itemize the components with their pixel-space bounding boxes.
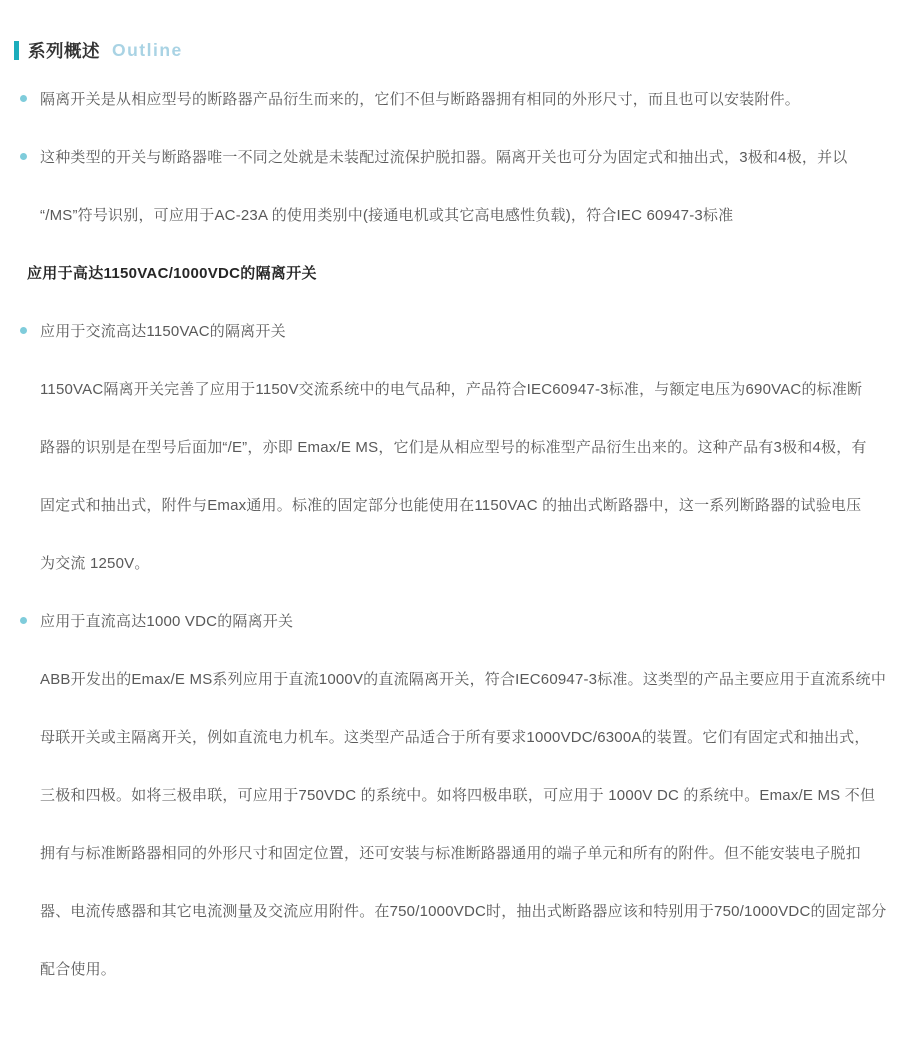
paragraph-text: 器、电流传感器和其它电流测量及交流应用附件。在750/1000VDC时，抽出式断路器应该和特别用于750/1000VDC的固定部分: [40, 902, 887, 920]
document-body: [0, 69, 900, 997]
paragraph-line: [0, 707, 900, 765]
paragraph-text: “/MS”符号识别，可应用于AC-23A 的使用类别中(接通电机或其它高电感性负载)，符合IEC 60947-3标准: [40, 206, 734, 224]
bullet-list-item: [0, 69, 900, 127]
section-header: [14, 38, 900, 62]
bullet-dot-icon: [20, 327, 27, 334]
bullet-text: 这种类型的开关与断路器唯一不同之处就是未装配过流保护脱扣器。隔离开关也可分为固定式和抽出式，3极和4极，并以: [40, 148, 848, 166]
paragraph-line: [0, 417, 900, 475]
paragraph-line: [0, 533, 900, 591]
paragraph-text: 路器的识别是在型号后面加“/E”，亦即 Emax/E MS，它们是从相应型号的标准型产品衍生出来的。这种产品有3极和4极，有: [40, 438, 867, 456]
sub-heading: [0, 243, 900, 301]
paragraph-line: [0, 185, 900, 243]
bullet-text: 隔离开关是从相应型号的断路器产品衍生而来的，它们不但与断路器拥有相同的外形尺寸，而且也可以安装附件。: [40, 90, 801, 108]
bullet-dot-icon: [20, 617, 27, 624]
paragraph-line: [0, 823, 900, 881]
bullet-list-item: [0, 127, 900, 185]
section-title-zh: 系列概述: [28, 40, 100, 61]
paragraph-line: [0, 359, 900, 417]
paragraph-text: 母联开关或主隔离开关，例如直流电力机车。这类型产品适合于所有要求1000VDC/6300A的装置。它们有固定式和抽出式，: [40, 728, 870, 746]
paragraph-text: 1150VAC隔离开关完善了应用于1150V交流系统中的电气品种，产品符合IEC60947-3标准，与额定电压为690VAC的标准断: [40, 380, 863, 398]
paragraph-text: 固定式和抽出式，附件与Emax通用。标准的固定部分也能使用在1150VAC 的抽出式断路器中，这一系列断路器的试验电压: [40, 496, 862, 514]
bullet-list-item: [0, 591, 900, 649]
bullet-text: 应用于直流高达1000 VDC的隔离开关: [40, 612, 294, 630]
sub-heading-text: 应用于高达1150VAC/1000VDC的隔离开关: [27, 264, 317, 282]
paragraph-line: [0, 881, 900, 939]
paragraph-text: 拥有与标准断路器相同的外形尺寸和固定位置，还可安装与标准断路器通用的端子单元和所有的附件。但不能安装电子脱扣: [40, 844, 861, 862]
bullet-text: 应用于交流高达1150VAC的隔离开关: [40, 322, 286, 340]
paragraph-line: [0, 765, 900, 823]
bullet-dot-icon: [20, 95, 27, 102]
paragraph-text: ABB开发出的Emax/E MS系列应用于直流1000V的直流隔离开关，符合IEC60947-3标准。这类型的产品主要应用于直流系统中: [40, 670, 887, 688]
paragraph-text: 为交流 1250V。: [40, 554, 150, 572]
paragraph-text: 三极和四极。如将三极串联，可应用于750VDC 的系统中。如将四极串联，可应用于 1000V DC 的系统中。Emax/E MS 不但: [40, 786, 876, 804]
paragraph-line: [0, 475, 900, 533]
accent-bar-icon: [14, 41, 19, 60]
paragraph-line: [0, 649, 900, 707]
paragraph-line: [0, 939, 900, 997]
bullet-list-item: [0, 301, 900, 359]
bullet-dot-icon: [20, 153, 27, 160]
section-title-en: Outline: [112, 39, 183, 60]
paragraph-text: 配合使用。: [40, 960, 117, 978]
